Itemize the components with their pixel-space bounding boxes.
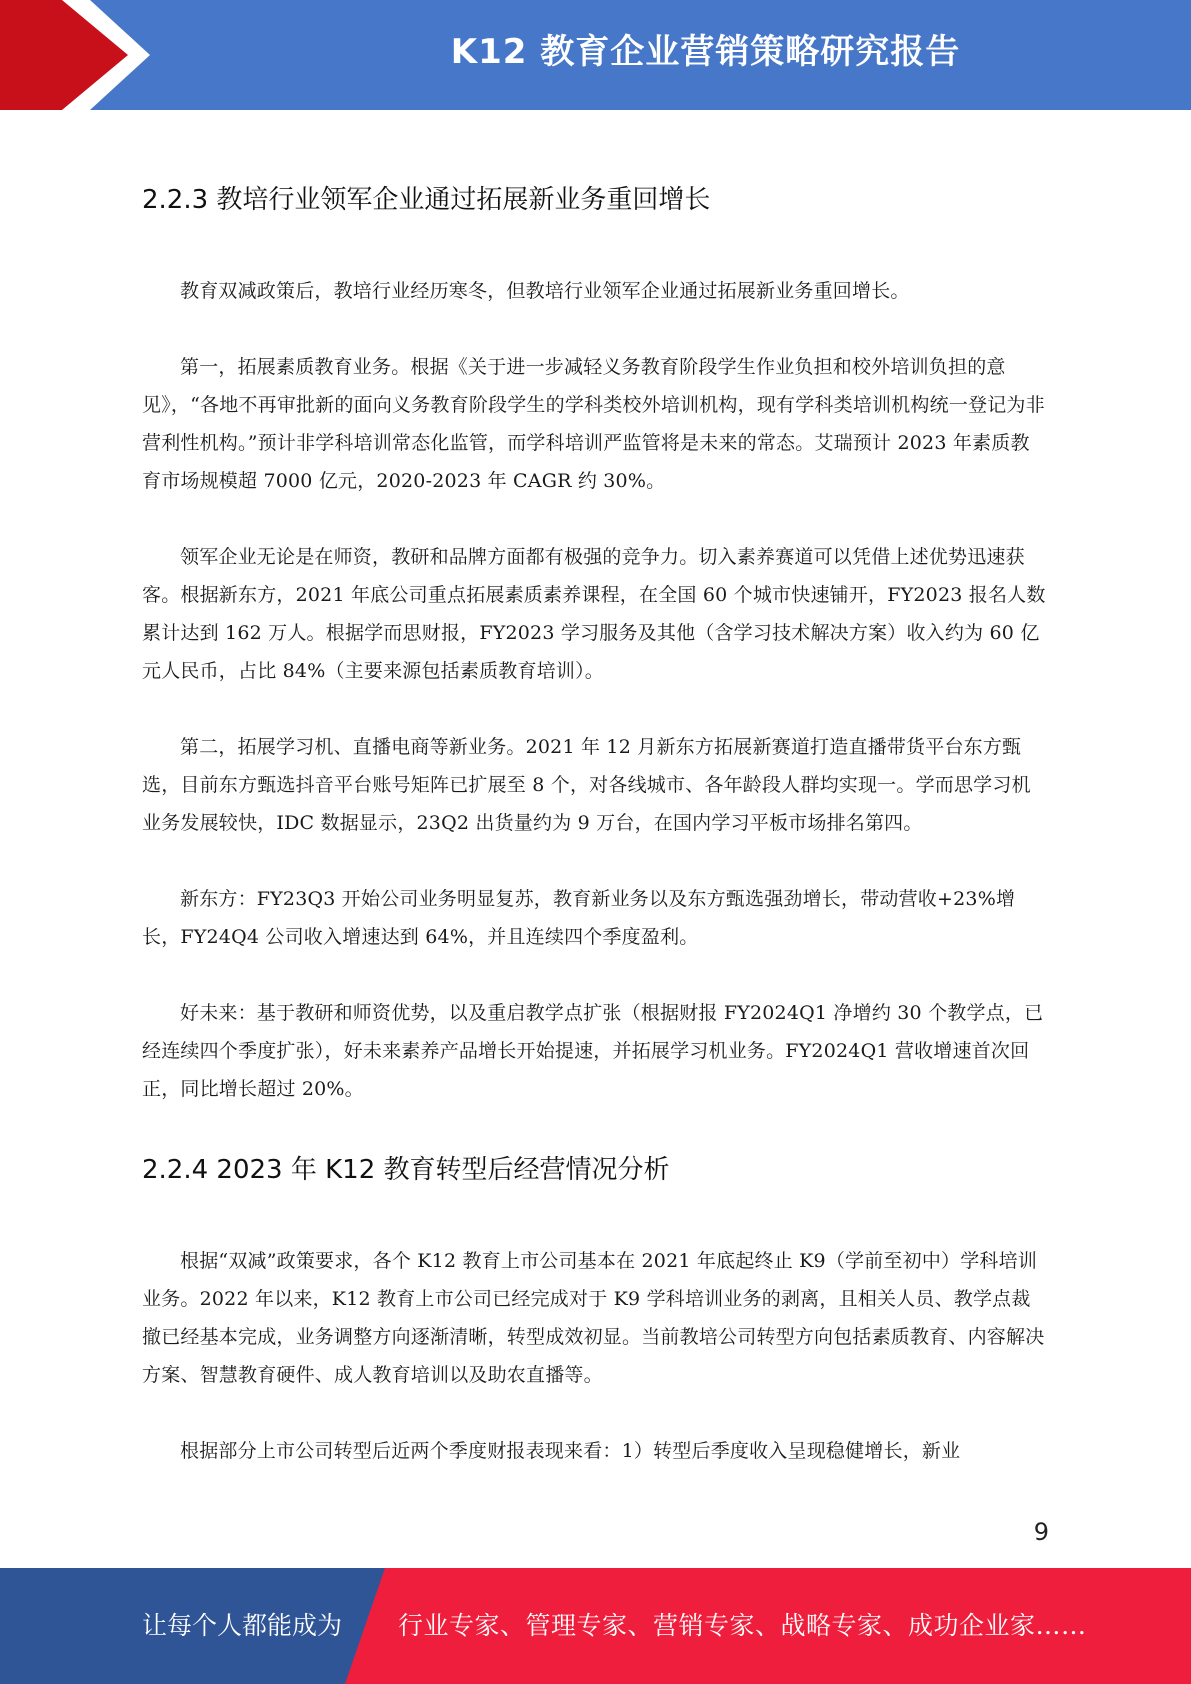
paragraph: 新东方：FY23Q3 开始公司业务明显复苏，教育新业务以及东方甄选强劲增长，带动营收+23%增长，FY24Q4 公司收入增速达到 64%，并且连续四个季度盈利。 [142,888,1016,948]
section-heading-2-2-3: 2.2.3 教培行业领军企业通过拓展新业务重回增长 [142,185,711,215]
paragraph: 根据“双减”政策要求，各个 K12 教育上市公司基本在 2021 年底起终止 K9（学前至初中）学科培训业务。2022 年以来，K12 教育上市公司已经完成对于 K9 学科培训业务的剥离，且相关人员、教学点裁撤已经基本完成，业务调整方向逐渐清晰，转型成效初显。当前教培公司转型方向包括素质教育、内容解决方案、智慧教育硬件、成人教育培训以及助农直播等。 [142,1250,1045,1386]
paragraph: 好未来：基于教研和师资优势，以及重启教学点扩张（根据财报 FY2024Q1 净增约 30 个教学点，已经连续四个季度扩张），好未来素养产品增长开始提速，并拓展学习机业务。FY2024Q1 营收增速首次回正，同比增长超过 20%。 [142,1002,1044,1100]
page-number: 9 [1033,1518,1049,1546]
page-header [0,0,1191,110]
footer-slogan-right: 行业专家、管理专家、营销专家、战略专家、成功企业家…… [398,1611,1087,1640]
paragraph: 第一，拓展素质教育业务。根据《关于进一步减轻义务教育阶段学生作业负担和校外培训负担的意见》，“各地不再审批新的面向义务教育阶段学生的学科类校外培训机构，现有学科类培训机构统一登记为非营利性机构。”预计非学科培训常态化监管，而学科培训严监管将是未来的常态。艾瑞预计 2023 年素质教育市场规模超 7000 亿元，2020-2023 年 CAGR 约 30%。 [142,356,1045,492]
paragraph: 教育双减政策后，教培行业经历寒冬，但教培行业领军企业通过拓展新业务重回增长。 [180,280,910,302]
page-footer [0,1568,1191,1684]
header-arrow-decoration [0,0,160,110]
paragraph: 根据部分上市公司转型后近两个季度财报表现来看：1）转型后季度收入呈现稳健增长，新业 [180,1440,961,1462]
report-title: K12 教育企业营销策略研究报告 [450,32,961,72]
footer-slogan-left: 让每个人都能成为 [142,1611,343,1640]
paragraph: 领军企业无论是在师资，教研和品牌方面都有极强的竞争力。切入素养赛道可以凭借上述优势迅速获客。根据新东方，2021 年底公司重点拓展素质素养课程，在全国 60 个城市快速铺开，FY2023 报名人数累计达到 162 万人。根据学而思财报，FY2023 学习服务及其他（含学习技术解决方案）收入约为 60 亿元人民币，占比 84%（主要来源包括素质教育培训）。 [142,546,1046,682]
document-body [142,178,1048,1470]
paragraph: 第二，拓展学习机、直播电商等新业务。2021 年 12 月新东方拓展新赛道打造直播带货平台东方甄选，目前东方甄选抖音平台账号矩阵已扩展至 8 个，对各线城市、各年龄段人群均实现一。学而思学习机业务发展较快，IDC 数据显示，23Q2 出货量约为 9 万台，在国内学习平板市场排名第四。 [142,736,1031,834]
section-heading-2-2-4: 2.2.4 2023 年 K12 教育转型后经营情况分析 [142,1155,670,1185]
